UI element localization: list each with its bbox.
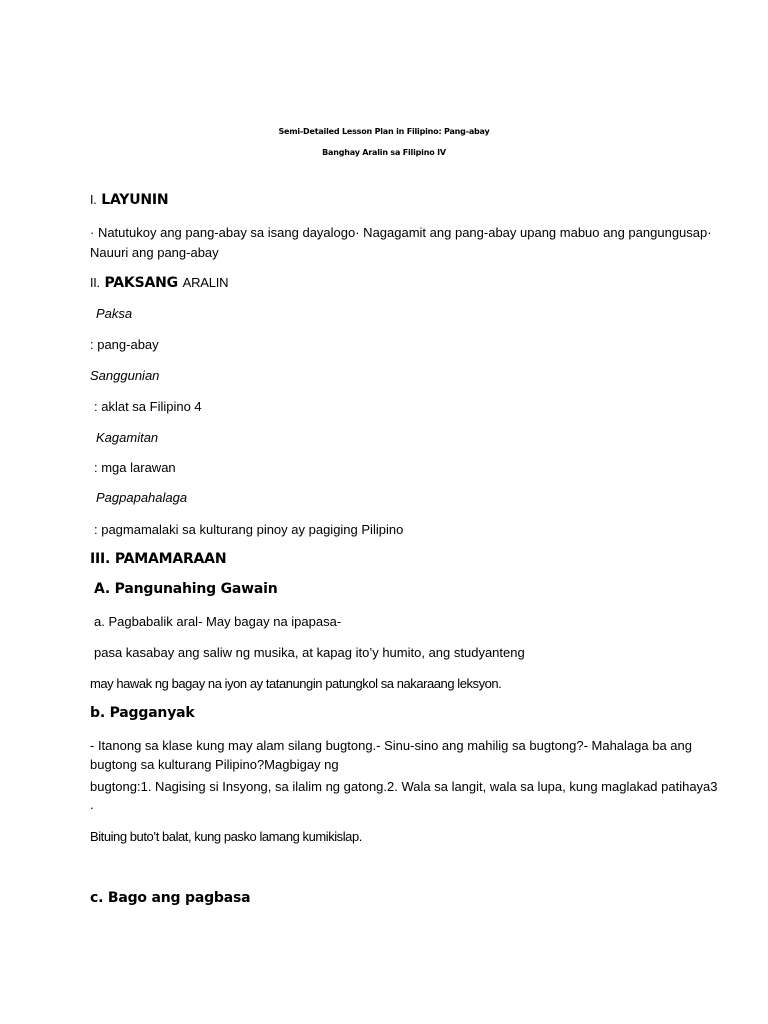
document-title: Semi-Detailed Lesson Plan in Filipino: Pang-abay [278, 127, 490, 136]
pagpapahalaga-label: Pagpapahalaga [96, 490, 188, 505]
sanggunian-label: Sanggunian [90, 368, 160, 383]
pagganyak-text-line: bugtong:1. Nagising si Insyong, sa ilalim ng gatong.2. Wala sa langit, wala sa lupa, kung maglakad patihaya3 [90, 779, 718, 794]
pagganyak-text-line: - Itanong sa klase kung may alam silang bugtong.- Sinu-sino ang mahilig sa bugtong?- Mahalaga ba ang [90, 738, 692, 753]
subsection-pangunahing-gawain: A. Pangunahing Gawain [94, 581, 278, 597]
gawain-text-line: may hawak ng bagay na iyon ay tatanungin patungkol sa nakaraang leksyon. [90, 676, 502, 691]
document-subtitle: Banghay Aralin sa Filipino IV [322, 148, 446, 157]
pagganyak-text-line: Bituing buto’t balat, kung pasko lamang kumikislap. [90, 829, 362, 844]
section-title: LAYUNIN [101, 192, 169, 208]
kagamitan-value: : mga larawan [94, 460, 176, 475]
section-title-tail: ARALIN [182, 275, 229, 290]
section-number: II. [90, 276, 100, 290]
section-layunin-heading [90, 192, 168, 209]
gawain-text-line: pasa kasabay ang saliw ng musika, at kapag ito’y humito, ang studyanteng [94, 645, 525, 660]
subsection-bago-ang-pagbasa: c. Bago ang pagbasa [90, 890, 251, 906]
pagganyak-text-line: bugtong sa kulturang Pilipino?Magbigay ng [90, 757, 339, 772]
layunin-text-line: Nauuri ang pang-abay [90, 245, 219, 260]
pagpapahalaga-value: : pagmamalaki sa kulturang pinoy ay pagiging Pilipino [94, 522, 404, 537]
section-pamamaraan-heading: III. PAMAMARAAN [90, 551, 227, 567]
section-paksang-aralin-heading [90, 274, 228, 292]
subsection-pagganyak: b. Pagganyak [90, 705, 195, 721]
pagganyak-text-line: . [90, 797, 94, 812]
gawain-text-line: a. Pagbabalik aral- May bagay na ipapasa- [94, 614, 342, 629]
section-number: I. [90, 193, 97, 207]
sanggunian-value: : aklat sa Filipino 4 [94, 399, 202, 414]
layunin-text-line: · Natutukoy ang pang-abay sa isang dayalogo· Nagagamit ang pang-abay upang mabuo ang pangungusap· [90, 225, 712, 240]
paksa-label: Paksa [96, 306, 133, 321]
section-title: PAKSANG [104, 275, 178, 291]
paksa-value: : pang-abay [90, 337, 159, 352]
kagamitan-label: Kagamitan [96, 430, 159, 445]
